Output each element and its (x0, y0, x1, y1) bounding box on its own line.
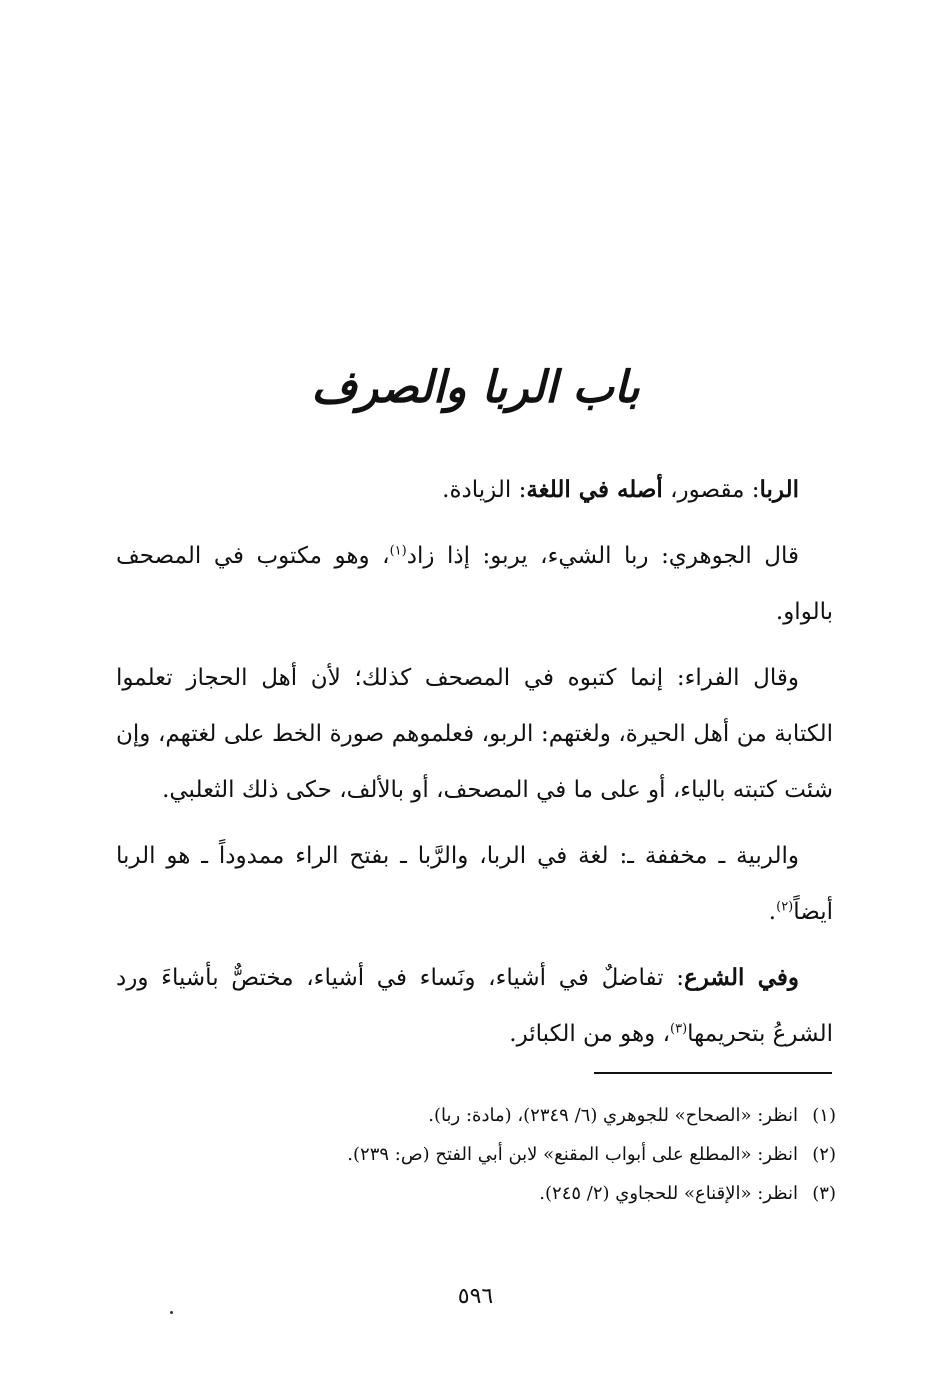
paragraph-rubya-variant (116, 828, 833, 940)
paragraph-jawhari-quote (116, 528, 833, 640)
term-sharia: وفي الشرع (684, 964, 800, 991)
paragraph-text: : تفاضلٌ في أشياء، ونَساء في أشياء، مختصٌّ بأشياءَ ورد الشرعُ بتحريمها (116, 965, 833, 1047)
paragraph-text: ، وهو مكتوب في المصحف بالواو. (116, 543, 833, 625)
footnote-marker-1[interactable]: (١) (389, 543, 407, 559)
paragraph-text: ، وهو من الكبائر. (509, 1021, 671, 1047)
term-riba: الربا (759, 476, 799, 503)
chapter-title: باب الربا والصرف (311, 362, 640, 413)
page-number: ٥٩٦ (457, 1284, 494, 1309)
footnote-text: انظر: «الإقناع» للحجاوي (٢/ ٢٤٥). (539, 1183, 798, 1204)
footnote-number: (١) (812, 1105, 836, 1126)
paragraph-sharia-definition (116, 950, 833, 1062)
paragraph-farra-quote (116, 650, 833, 818)
footnote-text: انظر: «الصحاح» للجوهري (٦/ ٢٣٤٩)، (مادة: ربا). (428, 1105, 798, 1126)
main-text (116, 462, 833, 1072)
scan-speck (170, 1311, 173, 1314)
paragraph-riba-definition (116, 462, 833, 518)
footnote-item (200, 1174, 836, 1213)
paragraph-text: قال الجوهري: ربا الشيء، يربو: إذا زاد (406, 543, 799, 569)
footnote-number: (٣) (812, 1183, 836, 1204)
footnote-text: انظر: «المطلع على أبواب المقنع» لابن أبي الفتح (ص: ٢٣٩). (347, 1144, 798, 1165)
footnote-marker-3[interactable]: (٣) (670, 1021, 688, 1037)
footnote-item (200, 1096, 836, 1135)
paragraph-text: والربية ـ مخففة ـ: لغة في الربا، والرَّبا ـ بفتح الراء ممدوداً ـ هو الربا أيضاً (116, 843, 833, 925)
footnote-number: (٢) (812, 1144, 836, 1165)
footnote-marker-2[interactable]: (٢) (776, 899, 794, 915)
paragraph-text: : الزيادة. (442, 477, 527, 503)
paragraph-text: وقال الفراء: إنما كتبوه في المصحف كذلك؛ لأن أهل الحجاز تعلموا الكتابة من أهل الحيرة، ولغتهم: الربو، فعلموهم صورة الخط على لغتهم، وإن شئت كتبته بالياء، أو على ما في المصحف، أو بالألف، حكى ذلك الثعلبي. (116, 665, 833, 803)
footnotes (200, 1096, 836, 1213)
footnote-separator (594, 1072, 832, 1074)
footnote-item (200, 1135, 836, 1174)
paragraph-text: : مقصور، (662, 477, 760, 503)
paragraph-text: . (768, 899, 777, 925)
term-linguistic-origin: أصله في اللغة (526, 476, 663, 503)
